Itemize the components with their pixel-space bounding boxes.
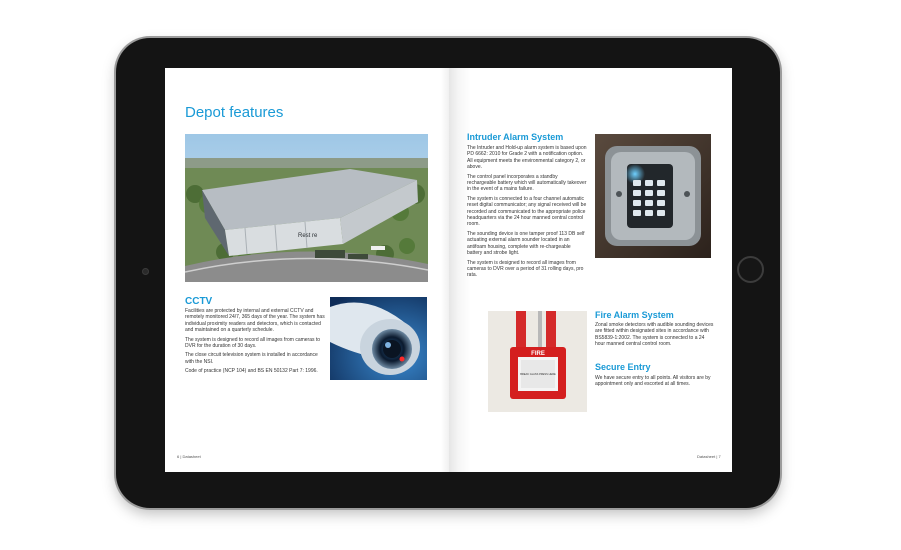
fire-heading: Fire Alarm System bbox=[595, 310, 674, 320]
intruder-body bbox=[467, 145, 587, 282]
fire-alarm-photo bbox=[488, 311, 587, 412]
intruder-paragraph: The system is designed to record all images from cameras to DVR over a period of 31 rolling days, pro rata. bbox=[467, 259, 584, 279]
cctv-heading: CCTV bbox=[185, 296, 213, 307]
intruder-paragraph: The system is connected to a four channel automatic reset digital communicator; any signal received will be recorded and communicated to the appropriate police headquarters via the 24 hour manned central control room. bbox=[467, 195, 587, 228]
secure-heading: Secure Entry bbox=[595, 362, 651, 372]
intruder-paragraph: The sounding device is one tamper proof 113 DB self actuating external alarm sounder located in an antifoam housing, complete with re-chargeable battery and strobe light. bbox=[467, 230, 585, 257]
intruder-heading: Intruder Alarm System bbox=[467, 132, 564, 142]
cctv-paragraph: Facilities are protected by internal and external CCTV and remotely monitored 24/7, 365 days of the year. The system has individual proximity readers and detectors, which is contacted and maintained on a quarterly schedule. bbox=[185, 308, 325, 334]
fire-box-label: FIRE bbox=[531, 351, 545, 357]
cctv-camera-photo bbox=[330, 297, 427, 380]
cctv-paragraph: The close circuit television system is installed in accordance with the NSI. bbox=[185, 352, 318, 365]
intruder-paragraph: The Intruder and Hold-up alarm system is based upon PD 6662: 2010 for Grade 2 with a notification option. All equipment meets the environmental category 2, or above. bbox=[467, 145, 587, 171]
left-page-footer: 6 | Datasheet bbox=[177, 454, 201, 459]
intruder-paragraph: The control panel incorporates a standby rechargeable battery which will automatically takeover in the event of a mains failure. bbox=[467, 173, 587, 193]
fire-box-sub: BREAK GLASS PRESS HERE bbox=[520, 373, 556, 376]
secure-body bbox=[595, 375, 711, 391]
page-title: Depot features bbox=[185, 104, 284, 121]
tablet-screen bbox=[165, 68, 732, 472]
fire-body bbox=[595, 322, 715, 351]
home-button[interactable] bbox=[737, 256, 764, 283]
front-camera bbox=[142, 268, 149, 275]
cctv-paragraph: Code of practice (NCP 104) and BS EN 50132 Part 7: 1996. bbox=[185, 368, 318, 375]
left-page bbox=[165, 68, 449, 472]
right-page bbox=[449, 68, 732, 472]
right-page-footer: Datasheet | 7 bbox=[697, 454, 721, 459]
depot-building-photo bbox=[185, 134, 428, 282]
fire-paragraph: Zonal smoke detectors with audible sounding devices are fitted within designated sites in accordance with BS5839-1:2002. The system is connected to a 24 hour manned central control room. bbox=[595, 322, 714, 348]
cctv-body bbox=[185, 308, 325, 378]
cctv-paragraph: The system is designed to record all images from cameras to DVR for the duration of 30 days. bbox=[185, 336, 321, 350]
building-sign: Rest re bbox=[298, 233, 318, 239]
secure-paragraph: We have secure entry to all points. All visitors are by appointment only and escorted at all times. bbox=[595, 375, 711, 388]
keypad-photo bbox=[595, 134, 711, 258]
